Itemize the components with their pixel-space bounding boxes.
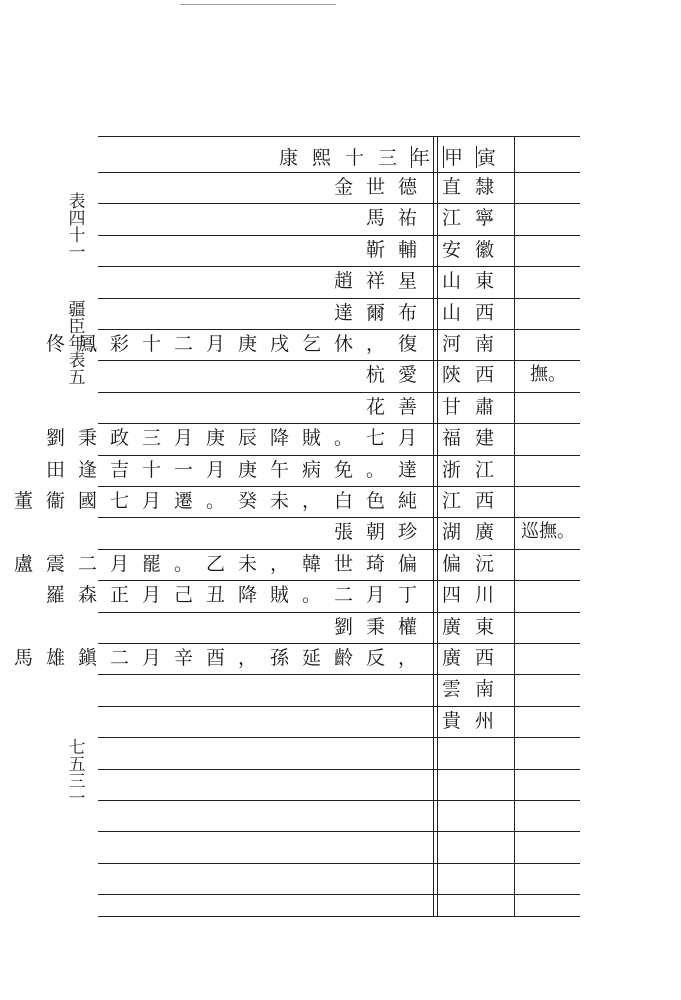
province-name: 山東 <box>441 270 508 292</box>
province-name: 山西 <box>441 302 508 324</box>
province-name: 貴州 <box>441 710 508 732</box>
row-rule <box>98 894 580 895</box>
row-rule <box>98 298 580 299</box>
page-number <box>64 738 84 806</box>
row-rule <box>98 643 580 644</box>
top-edge-line <box>180 4 336 5</box>
official-entry: 靳輔 <box>365 239 430 261</box>
row-rule <box>98 737 580 738</box>
official-entry: 馬祐 <box>365 207 430 229</box>
province-name: 雲南 <box>441 678 508 700</box>
official-entry: 張朝珍 <box>333 521 430 543</box>
province-name: 甘肅 <box>441 396 508 418</box>
official-entry: 盧震二月罷。乙未，韓世琦偏 <box>13 553 430 575</box>
official-entry: 佟鳳彩十二月庚戌乞休，復 <box>45 333 430 355</box>
row-rule <box>98 392 580 393</box>
province-name: 福建 <box>441 427 508 449</box>
row-rule <box>98 580 580 581</box>
table-number <box>64 192 84 260</box>
row-rule <box>98 517 580 518</box>
column-divider-note <box>514 136 515 916</box>
official-entry <box>100 677 430 701</box>
header-title <box>100 146 510 170</box>
official-entry: 趙祥星 <box>333 270 430 292</box>
official-entry: 馬雄鎭二月辛酉，孫延齡反， <box>13 647 430 669</box>
row-rule <box>98 769 580 770</box>
table-top-rule <box>98 136 580 137</box>
province-name: 河南 <box>441 333 508 355</box>
row-rule <box>98 329 580 330</box>
province-name: 江西 <box>441 490 508 512</box>
province-name: 浙江 <box>441 459 508 481</box>
official-entry: 田逢吉十一月庚午病免。達 <box>45 459 430 481</box>
official-entry: 劉秉政三月庚辰降賊。七月 <box>45 427 430 449</box>
column-divider-main <box>433 136 434 916</box>
remark-note: 撫。 <box>530 364 566 385</box>
official-entry: 金世德 <box>333 176 430 198</box>
table-bottom-rule <box>98 916 580 917</box>
row-rule <box>98 486 580 487</box>
province-name: 廣東 <box>441 616 508 638</box>
province-name: 直隸 <box>441 176 508 198</box>
row-rule <box>98 423 580 424</box>
province-name: 偏沅 <box>441 553 508 575</box>
row-rule <box>98 706 580 707</box>
province-name: 廣西 <box>441 647 508 669</box>
province-name: 江寧 <box>441 207 508 229</box>
province-name: 湖廣 <box>441 521 508 543</box>
row-rule <box>98 455 580 456</box>
row-rule <box>98 266 580 267</box>
table-name-text: 疆臣年表五 <box>64 300 85 385</box>
row-rule <box>98 235 580 236</box>
row-rule <box>98 203 580 204</box>
column-divider-main-double <box>437 136 438 916</box>
province-name: 安徽 <box>441 239 508 261</box>
official-entry: 劉秉權 <box>333 616 430 638</box>
province-name: 四川 <box>441 584 508 606</box>
row-rule <box>98 831 580 832</box>
row-rule <box>98 549 580 550</box>
official-entry: 花善 <box>365 396 430 418</box>
official-entry: 董衞國七月遷。癸未，白色純 <box>13 490 430 512</box>
row-rule <box>98 674 580 675</box>
remark-note: 巡撫。 <box>521 521 575 542</box>
official-entry: 羅森正月己丑降賊。二月丁 <box>45 584 430 606</box>
page-number-text: 七五三一 <box>64 738 85 806</box>
row-rule <box>98 863 580 864</box>
row-rule <box>98 612 580 613</box>
table-number-text: 表四十一 <box>64 192 85 260</box>
row-rule <box>98 800 580 801</box>
official-entry <box>100 709 430 733</box>
province-name: 陝西 <box>441 364 508 386</box>
official-entry: 達爾布 <box>333 302 430 324</box>
row-rule <box>98 360 580 361</box>
official-entry: 杭愛 <box>365 364 430 386</box>
header-title-text: 康熙十三年甲寅 <box>278 147 510 169</box>
row-rule <box>98 172 580 173</box>
